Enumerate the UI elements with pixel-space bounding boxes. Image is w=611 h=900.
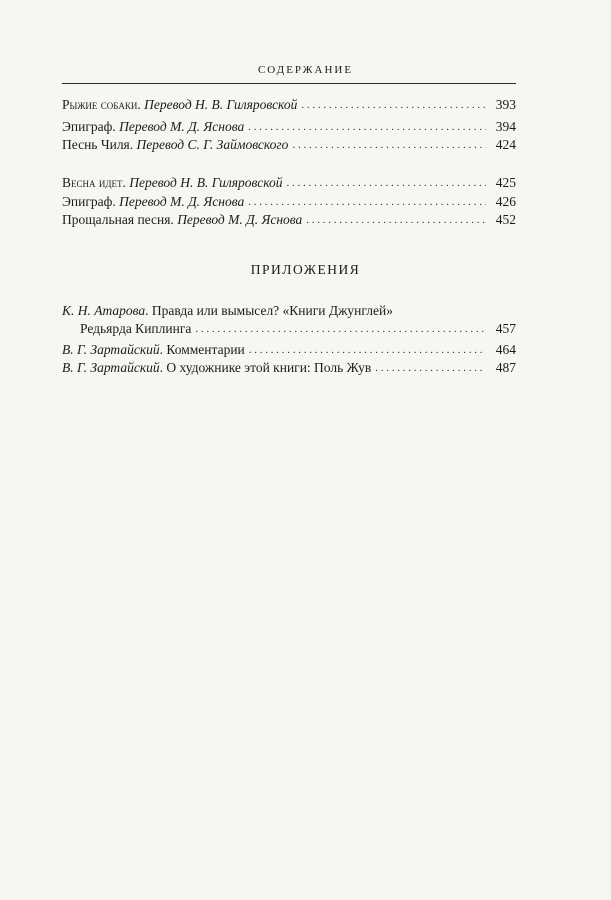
toc-entry	[62, 341, 516, 359]
toc-entry	[62, 302, 516, 320]
entry-text: . Комментарии	[159, 342, 245, 357]
toc-entry	[62, 136, 516, 154]
toc-entry-continuation	[80, 320, 516, 338]
entry-continuation: Редьярда Киплинга	[80, 321, 192, 336]
dot-leader	[248, 118, 486, 136]
running-head: СОДЕРЖАНИЕ	[257, 64, 354, 76]
entry-translator: Перевод М. Д. Яснова	[177, 212, 303, 227]
entry-page: 394	[495, 119, 516, 134]
dot-leader	[375, 359, 486, 377]
dot-leader	[292, 136, 486, 154]
toc-entry	[62, 211, 516, 229]
entry-page: 424	[495, 137, 516, 152]
toc-entry	[62, 118, 516, 136]
entry-page: 426	[495, 194, 516, 209]
dot-leader	[249, 341, 486, 359]
entry-page: 457	[495, 321, 516, 336]
toc-entry	[62, 193, 516, 211]
entry-translator: Перевод М. Д. Яснова	[119, 119, 245, 134]
dot-leader	[306, 211, 486, 229]
entry-title: Рыжие собаки.	[62, 97, 141, 112]
entry-text: . Правда или вымысел? «Книги Джунглей»	[145, 303, 393, 318]
entry-translator: Перевод М. Д. Яснова	[119, 194, 245, 209]
entry-title: Эпиграф.	[62, 119, 116, 134]
toc-entry	[62, 174, 516, 192]
entry-title: Песнь Чиля.	[62, 137, 134, 152]
entry-page: 393	[495, 97, 516, 112]
dot-leader	[195, 320, 486, 338]
entry-author: В. Г. Зартайский	[62, 360, 160, 375]
entry-title: Прощальная песня.	[62, 212, 174, 227]
appendix-heading: ПРИЛОЖЕНИЯ	[250, 262, 361, 277]
entry-title: Весна идет.	[62, 175, 126, 190]
toc-entry	[62, 96, 516, 114]
entry-translator: Перевод Н. В. Гиляровской	[129, 175, 283, 190]
entry-page: 464	[495, 342, 516, 357]
entry-text: . О художнике этой книги: Поль Жув	[159, 360, 372, 375]
header-rule	[62, 83, 516, 84]
dot-leader	[301, 96, 486, 114]
entry-page: 425	[495, 175, 516, 190]
entry-translator: Перевод Н. В. Гиляровской	[144, 97, 298, 112]
entry-page: 487	[495, 360, 516, 375]
dot-leader	[287, 174, 486, 192]
entry-author: К. Н. Атарова	[62, 303, 146, 318]
toc-entry	[62, 359, 516, 377]
entry-title: Эпиграф.	[62, 194, 116, 209]
entry-translator: Перевод С. Г. Займовского	[136, 137, 289, 152]
dot-leader	[248, 193, 486, 211]
entry-page: 452	[495, 212, 516, 227]
entry-author: В. Г. Зартайский	[62, 342, 160, 357]
